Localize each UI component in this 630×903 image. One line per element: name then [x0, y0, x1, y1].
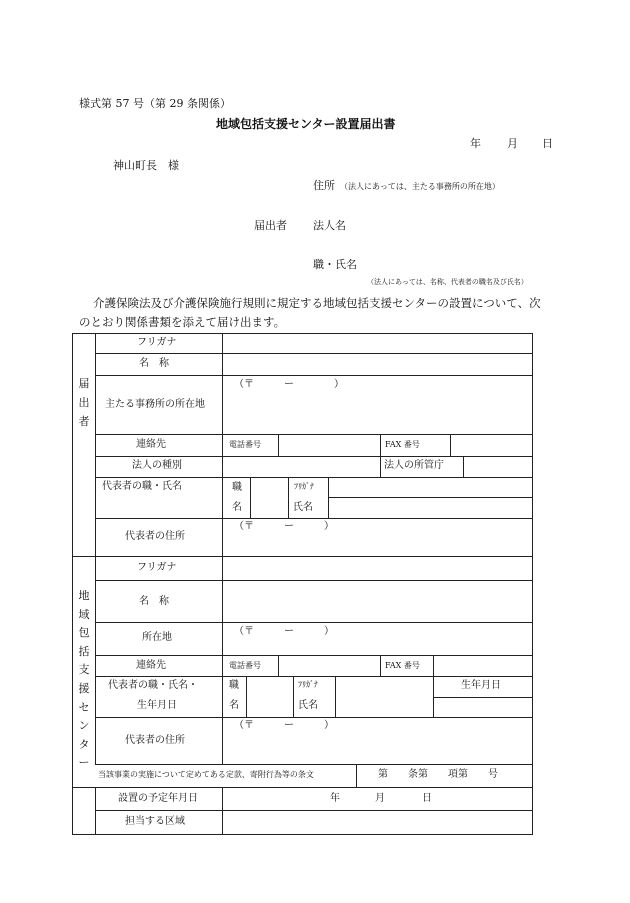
title-name-label: 職・氏名	[313, 258, 357, 271]
cell-line	[356, 764, 357, 788]
corp-type-label: 法人の種別	[132, 460, 182, 471]
cell-line	[433, 655, 434, 718]
row-line	[433, 697, 533, 698]
center-rep-address-postal: （〒 ー ）	[234, 720, 334, 731]
center-furigana-label: フリガナ	[137, 562, 177, 573]
shoku-label: 職	[232, 482, 242, 493]
row-line	[95, 810, 533, 811]
section-label-char: 支	[78, 663, 90, 677]
planned-year: 年	[330, 793, 340, 804]
cell-line	[463, 456, 464, 478]
body-text-line2: のとおり関係書類を添えて届け出ます。	[79, 315, 286, 329]
center-name-label: 名 称	[139, 596, 169, 607]
section-divider	[72, 556, 533, 557]
field-column-line	[222, 333, 223, 764]
row-line	[72, 787, 533, 788]
cell-line	[450, 434, 451, 457]
center-furigana-half-label: ﾌﾘｶﾞﾅ	[298, 680, 318, 689]
cell-line	[380, 434, 381, 478]
table-border-bottom	[72, 834, 533, 835]
table-border-right	[532, 333, 533, 835]
phone-label: 電話番号	[229, 440, 261, 449]
cell-line	[288, 477, 289, 519]
planned-date-label: 設置の予定年月日	[118, 793, 198, 804]
rep-address-label: 代表者の住所	[125, 531, 185, 542]
address-label: 住所	[313, 179, 335, 192]
section-label-char: ン	[78, 719, 90, 733]
center-birthdate-label: 生年月日	[461, 680, 501, 691]
contact-label: 連絡先	[136, 439, 166, 450]
date-day-label: 日	[542, 137, 553, 150]
row-line	[95, 375, 533, 376]
row-line	[95, 434, 533, 435]
addressee: 神山町長 様	[113, 159, 179, 172]
section-label-center	[77, 590, 91, 776]
document-title: 地域包括支援センター設置届出書	[216, 117, 396, 131]
articles-value: 第 条第 項第 号	[378, 769, 498, 780]
cell-line	[380, 655, 381, 677]
center-shimei-label: 氏名	[298, 700, 318, 711]
mei-label: 名	[232, 502, 242, 513]
row-line	[95, 580, 533, 581]
section-label-char: 出	[78, 396, 90, 409]
cell-line	[278, 655, 279, 677]
section-label-char: 地	[78, 589, 90, 602]
cell-line	[278, 434, 279, 457]
table-border-left	[72, 333, 73, 835]
row-line	[95, 676, 533, 677]
main-office-label: 主たる事務所の所在地	[105, 399, 205, 410]
section-label-char: 括	[78, 644, 90, 658]
section-label-char: タ	[78, 737, 90, 751]
fax-label: FAX 番号	[385, 440, 420, 449]
cell-line	[246, 676, 247, 718]
row-line	[95, 622, 533, 623]
section-label-applicant	[77, 378, 91, 435]
row-line	[95, 717, 533, 718]
center-fax-label: FAX 番号	[385, 661, 420, 670]
section-label-char: 届	[78, 377, 90, 390]
main-office-postal: （〒 ー ）	[234, 379, 344, 390]
section-label-char: 者	[78, 415, 90, 428]
center-mei-label: 名	[229, 700, 239, 711]
row-line	[95, 518, 533, 519]
area-label: 担当する区域	[125, 816, 185, 827]
table-border-top	[72, 333, 533, 334]
center-location-postal: （〒 ー ）	[234, 626, 334, 637]
row-line	[95, 477, 533, 478]
date-year-label: 年	[470, 137, 481, 150]
rep-address-postal: （〒 ー ）	[234, 521, 334, 532]
label-column-line-lower	[95, 787, 96, 835]
corp-name-label: 法人名	[313, 219, 346, 232]
section-label-char: ー	[78, 756, 90, 770]
section-label-char: 援	[78, 681, 90, 695]
center-location-label: 所在地	[142, 632, 172, 643]
furigana-label: フリガナ	[137, 337, 177, 348]
row-line	[95, 353, 533, 354]
row-line	[95, 456, 533, 457]
cell-line	[328, 477, 329, 519]
address-note: （法人にあっては、主たる事務所の所在地）	[340, 182, 500, 191]
corp-authority-label: 法人の所管庁	[384, 460, 444, 471]
row-line	[95, 764, 533, 765]
center-shoku-label: 職	[229, 680, 239, 691]
cell-line	[250, 477, 251, 519]
section-label-char: 包	[78, 626, 90, 640]
center-contact-label: 連絡先	[136, 660, 166, 671]
cell-line	[293, 676, 294, 718]
planned-day: 日	[422, 793, 432, 804]
form-number: 様式第 57 号（第 29 条関係）	[79, 97, 231, 110]
applicant-role-label: 届出者	[254, 219, 287, 232]
planned-month: 月	[375, 793, 385, 804]
date-month-label: 月	[507, 137, 518, 150]
name-label: 名 称	[139, 358, 169, 369]
center-phone-label: 電話番号	[229, 661, 261, 670]
center-rep-label-line1: 代表者の職・氏名・	[108, 680, 198, 691]
rep-title-name-label: 代表者の職・氏名	[102, 481, 182, 492]
shimei-label: 氏名	[293, 502, 313, 513]
title-name-note: （法人にあっては、名称、代表者の職名及び氏名）	[367, 278, 528, 286]
section-label-char: セ	[78, 700, 90, 714]
section-label-char: 域	[78, 607, 90, 621]
label-column-line	[95, 333, 96, 764]
furigana-half-label: ﾌﾘｶﾞﾅ	[294, 482, 314, 491]
articles-label: 当該事業の実施について定めてある定款、寄附行為等の条文	[98, 770, 314, 779]
field-column-line-lower	[222, 787, 223, 835]
row-line	[328, 497, 533, 498]
row-line	[95, 655, 533, 656]
body-text-line1: 介護保険法及び介護保険施行規則に規定する地域包括支援センターの設置について、次	[93, 296, 541, 310]
cell-line	[335, 676, 336, 718]
center-rep-label-line2: 生年月日	[137, 700, 177, 711]
center-rep-address-label: 代表者の住所	[125, 735, 185, 746]
